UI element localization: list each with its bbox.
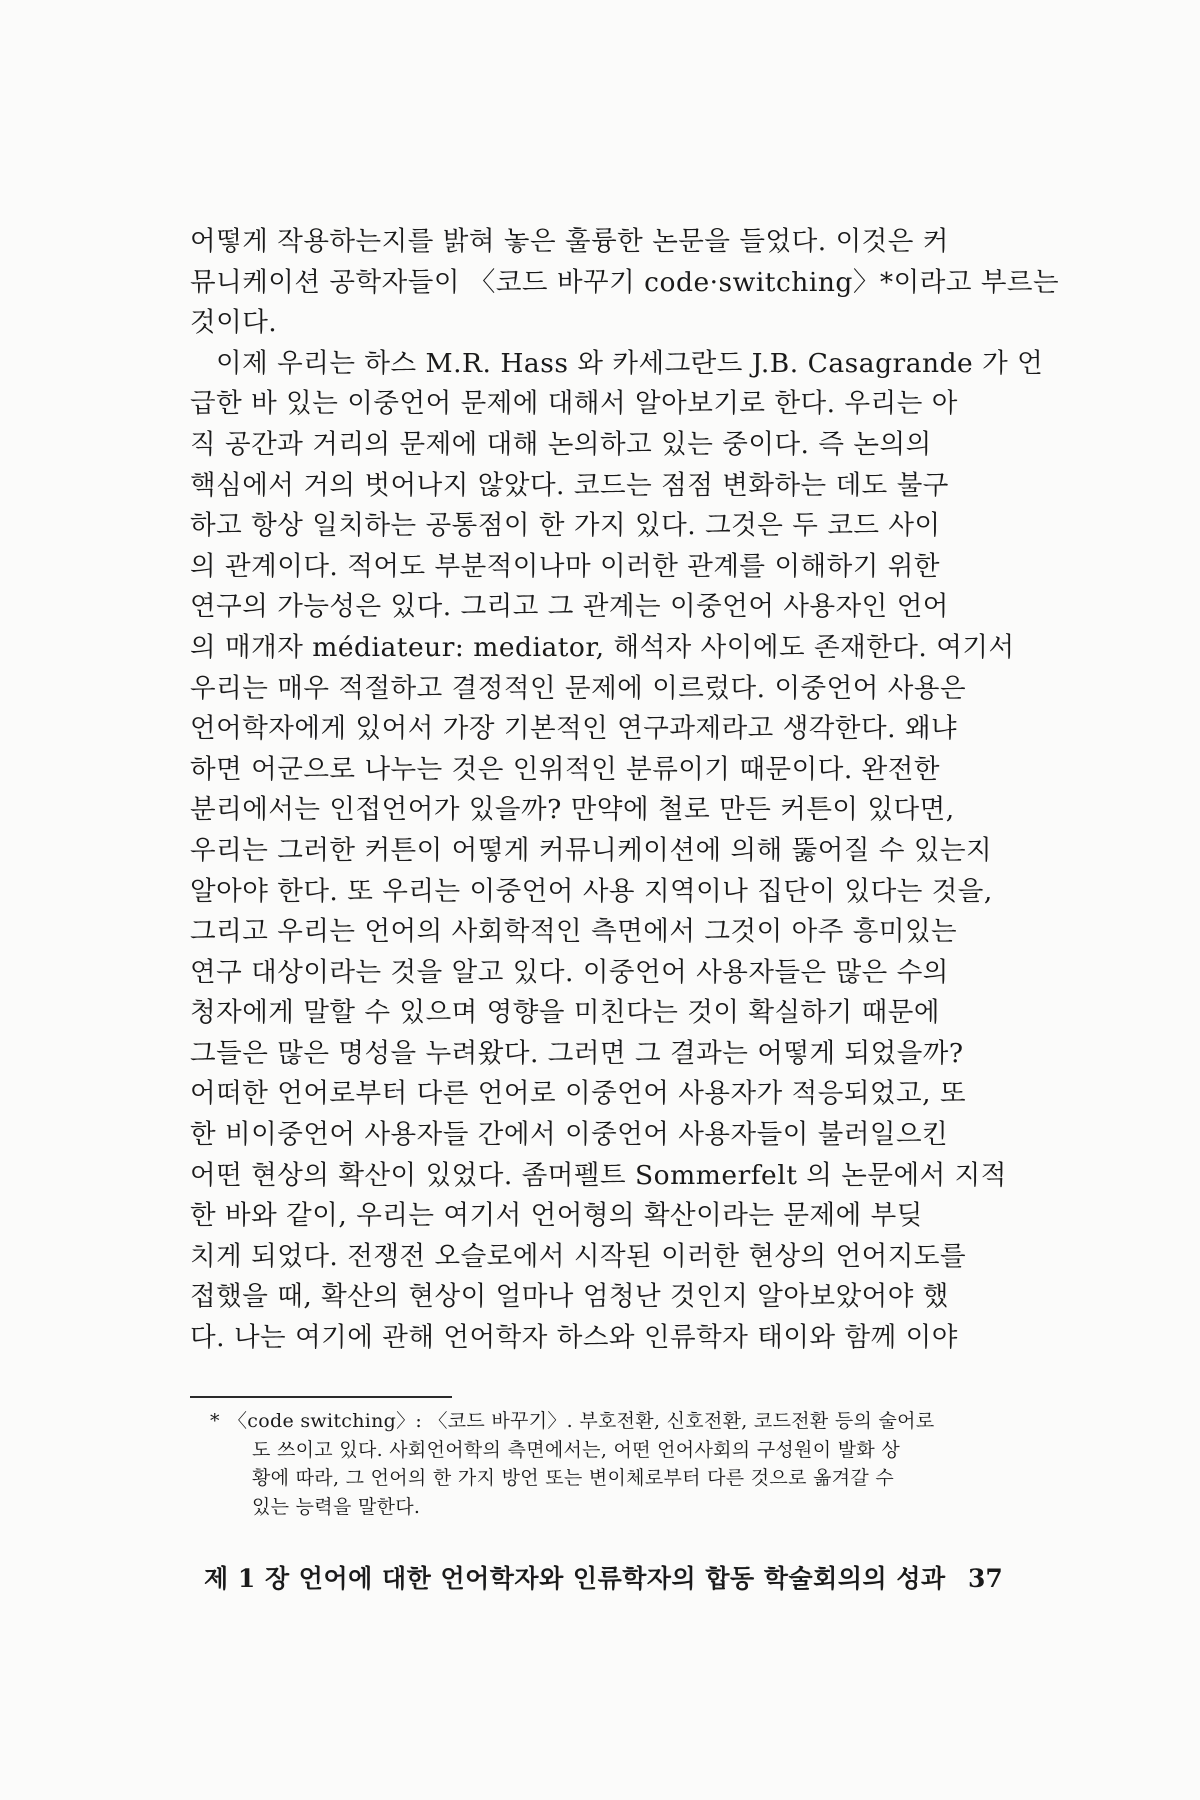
body-line: 한 비이중언어 사용자들 간에서 이중언어 사용자들이 불러일으킨 <box>190 1119 949 1151</box>
body-line: 연구 대상이라는 것을 알고 있다. 이중언어 사용자들은 많은 수의 <box>190 956 949 988</box>
body-line: 치게 되었다. 전쟁전 오슬로에서 시작된 이러한 현상의 언어지도를 <box>190 1240 967 1272</box>
body-line: 어떤 현상의 확산이 있었다. 좀머펠트 Sommerfelt 의 논문에서 지적 <box>190 1159 1007 1191</box>
body-line: 다. 나는 여기에 관해 언어학자 하스와 인류학자 태이와 함께 이야 <box>190 1322 958 1354</box>
body-line: 핵심에서 거의 벗어나지 않았다. 코드는 점점 변화하는 데도 불구 <box>190 469 949 501</box>
footnote-line: 도 쓰이고 있다. 사회언어학의 측면에서는, 어떤 언어사회의 구성원이 발화 상 <box>252 1438 901 1461</box>
body-text <box>190 222 1060 1359</box>
body-line: 하면 어군으로 나누는 것은 인위적인 분류이기 때문이다. 완전한 <box>190 753 940 785</box>
footnote <box>210 1407 1008 1521</box>
body-line: 우리는 그러한 커튼이 어떻게 커뮤니케이션에 의해 뚫어질 수 있는지 <box>190 834 993 866</box>
body-line: 분리에서는 인접언어가 있을까? 만약에 철로 만든 커튼이 있다면, <box>190 794 955 826</box>
body-line: 연구의 가능성은 있다. 그리고 그 관계는 이중언어 사용자인 언어 <box>190 591 949 623</box>
body-line: 어떠한 언어로부터 다른 언어로 이중언어 사용자가 적응되었고, 또 <box>190 1078 967 1110</box>
body-line: 알아야 한다. 또 우리는 이중언어 사용 지역이나 집단이 있다는 것을, <box>190 875 993 907</box>
footnote-line: 있는 능력을 말한다. <box>252 1495 421 1518</box>
body-line: 급한 바 있는 이중언어 문제에 대해서 알아보기로 한다. 우리는 아 <box>190 388 958 420</box>
body-line: 뮤니케이션 공학자들이 〈코드 바꾸기 code·switching〉*이라고 부르는 <box>190 266 1060 298</box>
body-line: 접했을 때, 확산의 현상이 얼마나 엄청난 것인지 알아보았어야 했 <box>190 1281 949 1313</box>
body-line: 우리는 매우 적절하고 결정적인 문제에 이르렀다. 이중언어 사용은 <box>190 672 967 704</box>
running-footer-title: 제 1 장 언어에 대한 언어학자와 인류학자의 합동 학술회의의 성과 <box>204 1564 946 1593</box>
body-line: 어떻게 작용하는지를 밝혀 놓은 훌륭한 논문을 들었다. 이것은 커 <box>190 226 949 257</box>
footnote-line-text: 〈code switching〉: 〈코드 바꾸기〉. 부호전환, 신호전환, 코드전환 등의 술어로 <box>228 1410 935 1432</box>
footnote-line: 황에 따라, 그 언어의 한 가지 방언 또는 변이체로부터 다른 것으로 옮겨갈 수 <box>252 1467 895 1489</box>
footnote-marker: * <box>210 1410 220 1432</box>
body-line: 그들은 많은 명성을 누려왔다. 그러면 그 결과는 어떻게 되었을까? <box>190 1037 964 1069</box>
footnote-line <box>210 1407 1008 1436</box>
body-line: 청자에게 말할 수 있으며 영향을 미친다는 것이 확실하기 때문에 <box>190 997 940 1029</box>
body-line: 하고 항상 일치하는 공통점이 한 가지 있다. 그것은 두 코드 사이 <box>190 510 941 542</box>
page-number: 37 <box>968 1564 1003 1593</box>
footnote-divider <box>190 1396 452 1398</box>
body-line: 의 매개자 médiateur: mediator, 해석자 사이에도 존재한다. 여기서 <box>190 631 1015 663</box>
body-line: 의 관계이다. 적어도 부분적이나마 이러한 관계를 이해하기 위한 <box>190 550 940 582</box>
body-line: 직 공간과 거리의 문제에 대해 논의하고 있는 중이다. 즉 논의의 <box>190 428 932 460</box>
body-line: 한 바와 같이, 우리는 여기서 언어형의 확산이라는 문제에 부딪 <box>190 1200 923 1232</box>
body-line: 이제 우리는 하스 M.R. Hass 와 카세그란드 J.B. Casagrande 가 언 <box>216 347 1044 379</box>
body-line: 그리고 우리는 언어의 사회학적인 측면에서 그것이 아주 흥미있는 <box>190 916 958 948</box>
body-line: 언어학자에게 있어서 가장 기본적인 연구과제라고 생각한다. 왜냐 <box>190 713 958 745</box>
body-line: 것이다. <box>190 307 278 339</box>
